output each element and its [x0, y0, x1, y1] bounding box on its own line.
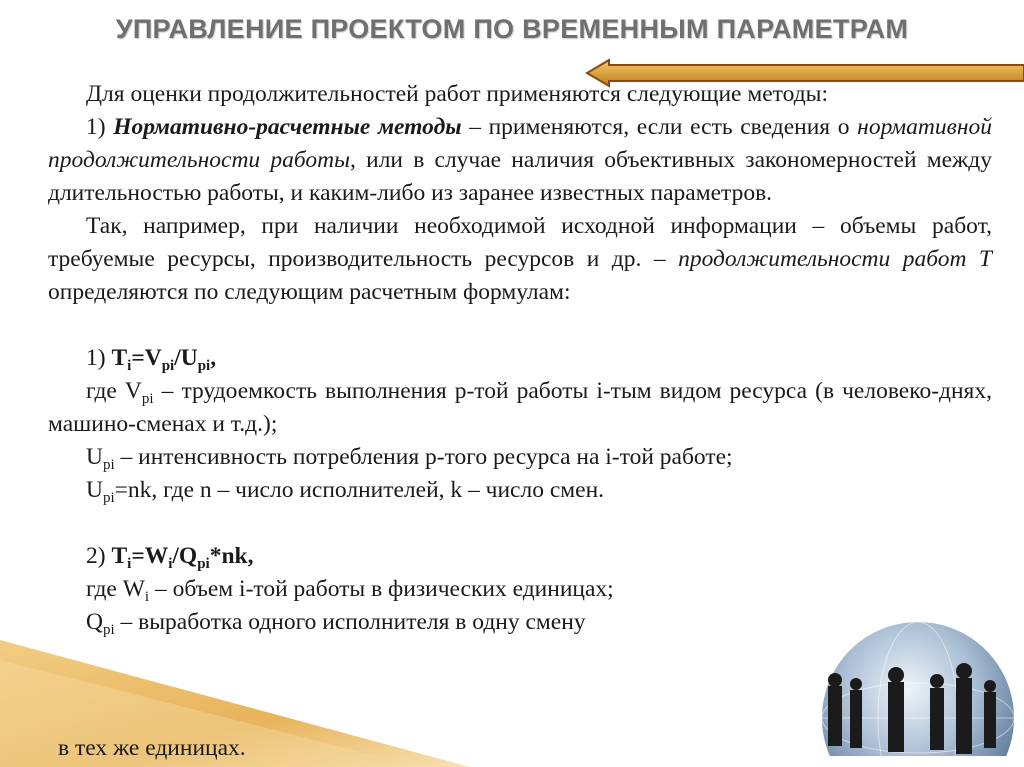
method1-name: Нормативно-расчетные методы	[113, 114, 462, 140]
formula1-line-2	[48, 441, 992, 474]
formula2-part: =W	[131, 543, 169, 569]
intro-paragraph	[48, 78, 992, 111]
formula2-number: 2)	[86, 543, 112, 569]
formula2-line-text: – объем i-той работы в физических единицах;	[149, 576, 614, 602]
method1-text-2: , или в случае наличия объективных закономерностей между длительностью работы, и каким-либо из заранее известных параметров.	[48, 147, 993, 206]
formula2-part: *nk,	[209, 543, 254, 569]
formula1-line-text: =nk, где n – число исполнителей, k – число смен.	[114, 477, 605, 503]
formula1-number: 1)	[86, 345, 112, 371]
formula1-line-text: – трудоемкость выполнения р-той работы i-тым видом ресурса (в человеко-днях, машино-сменах и т.д.);	[48, 378, 992, 437]
formula2-line-3: в тех же единицах.	[58, 735, 246, 761]
example-text-2: определяются по следующим расчетным формулам:	[48, 279, 571, 305]
formula2	[111, 543, 254, 572]
formula1-line-text: U	[86, 444, 103, 470]
formula2-sub: i	[127, 556, 132, 572]
formula2-part: /Q	[172, 543, 198, 569]
formula1-line-sub: pi	[102, 457, 115, 473]
formula1-sub: pi	[161, 358, 175, 374]
formula1	[111, 345, 217, 374]
method1-italic: нормативной продолжительности работы	[48, 114, 992, 173]
formula2-sub: pi	[197, 556, 210, 572]
page-title: УПРАВЛЕНИЕ ПРОЕКТОМ ПО ВРЕМЕННЫМ ПАРАМЕТРАМ	[115, 14, 909, 44]
formula2-line-text: – выработка одного исполнителя в одну смену	[114, 609, 586, 635]
method1-paragraph	[48, 111, 992, 210]
formula1-line-3	[48, 474, 992, 507]
intro-text: Для оценки продолжительностей работ применяются следующие методы:	[86, 81, 828, 107]
formula2-part: T	[111, 543, 128, 569]
formula1-heading	[48, 342, 992, 375]
formula2-line-sub: pi	[102, 622, 115, 638]
formula1-part: ,	[210, 345, 217, 371]
formula2-line-text: где W	[86, 576, 145, 602]
formula2-line-text: Q	[86, 609, 103, 635]
example-paragraph	[48, 210, 992, 309]
formula1-part: T	[111, 345, 128, 371]
formula1-line-text: U	[86, 477, 103, 503]
formula1-line-sub: pi	[141, 391, 154, 407]
formula2-line-sub: i	[144, 589, 150, 605]
formula2-sub: i	[168, 556, 173, 572]
formula1-line-text: – интенсивность потребления р-того ресурса на i-той работе;	[114, 444, 733, 470]
formula1-sub: i	[127, 358, 132, 374]
formula1-line-sub: pi	[102, 490, 115, 506]
formula1-part: /U	[174, 345, 198, 371]
example-italic: продолжительности работ Т	[678, 246, 993, 272]
method1-number: 1)	[86, 114, 114, 140]
formula2-line-1	[48, 573, 992, 606]
example-text-1: Так, например, при наличии необходимой исходной информации – объемы работ, требуемые ресурсы, производительность ресурсов и др. –	[48, 213, 992, 272]
formula1-line-text: где V	[86, 378, 142, 404]
formula1-sub: pi	[197, 358, 211, 374]
method1-text-1: – применяются, если есть сведения о	[461, 114, 858, 140]
formula2-heading	[48, 540, 992, 573]
formula1-line-1	[48, 375, 992, 441]
content-body	[48, 78, 992, 639]
globe-business-people-image	[788, 608, 1024, 767]
formula1-part: =V	[131, 345, 162, 371]
